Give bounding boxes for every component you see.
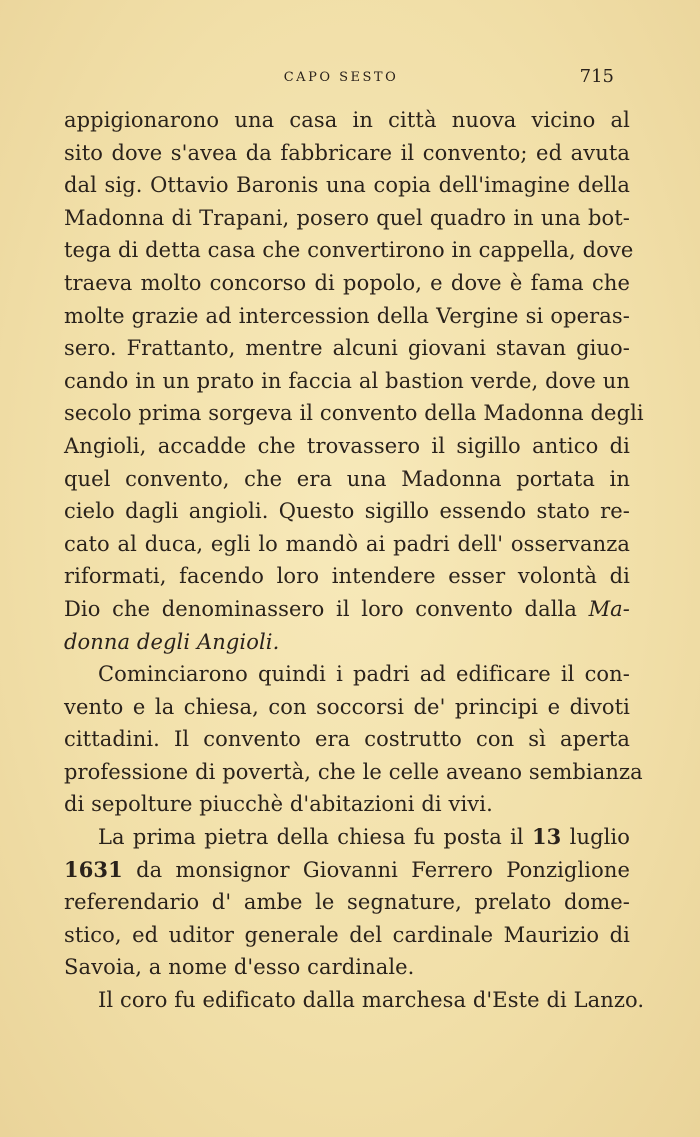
text-line: traeva molto concorso di popolo, e dove è fama che: [64, 270, 630, 295]
text-line: cato al duca, egli lo mandò ai padri dell' osservanza: [64, 531, 630, 556]
text-line-with-italic: [64, 593, 630, 626]
text-line: Madonna di Trapani, posero quel quadro in una bot-: [64, 205, 630, 230]
text-line: quel convento, che era una Madonna portata in: [64, 466, 630, 491]
date-year: 1631: [64, 856, 123, 882]
date-day: 13: [531, 824, 562, 850]
line-plain-part: Dio che denominassero il loro convento dalla: [64, 596, 577, 621]
text-line: stico, ed uditor generale del cardinale Maurizio di: [64, 922, 630, 947]
text-line: Angioli, accadde che trovassero il sigillo antico di: [64, 433, 630, 458]
paragraph-2: [64, 658, 643, 821]
text-line: Savoia, a nome d'esso cardinale.: [64, 955, 415, 980]
page-number: 715: [579, 66, 614, 87]
text-line: cando in un prato in faccia al bastion verde, dove un: [64, 368, 630, 393]
text-line: appigionarono una casa in città nuova vicino al: [64, 108, 630, 132]
text-line: Cominciarono quindi i padri ad edificare il con-: [98, 662, 630, 687]
text-line-with-year: [64, 854, 630, 887]
text-line: Il coro fu edificato dalla marchesa d'Este di Lanzo.: [98, 988, 645, 1013]
line-plain-part: La prima pietra della chiesa fu posta il: [98, 825, 524, 850]
text-line: molte grazie ad intercession della Vergine si operas-: [64, 303, 630, 328]
text-line: cielo dagli angioli. Questo sigillo essendo stato re-: [64, 499, 630, 524]
running-head: CAPO SESTO: [283, 70, 399, 85]
text-line: vento e la chiesa, con soccorsi de' principi e divoti: [64, 694, 630, 719]
page-header: [56, 66, 626, 90]
line-plain-part: da monsignor Giovanni Ferrero Ponziglione: [136, 857, 630, 882]
text-line: cittadini. Il convento era costrutto con sì aperta: [64, 727, 630, 752]
text-line: secolo prima sorgeva il convento della Madonna degli: [64, 401, 644, 426]
text-line: sito dove s'avea da fabbricare il convento; ed avuta: [64, 140, 630, 165]
text-line: riformati, facendo loro intendere esser volontà di: [64, 564, 630, 589]
text-line: tega di detta casa che convertirono in cappella, dove: [64, 238, 634, 263]
page-body: [64, 104, 645, 1017]
line-plain-part: luglio: [569, 825, 630, 850]
italic-title-start: Ma-: [588, 596, 630, 621]
text-line: referendario d' ambe le segnature, prelato dome-: [64, 890, 630, 915]
text-line: dal sig. Ottavio Baronis una copia dell'imagine della: [64, 173, 630, 198]
text-line-with-date: [64, 821, 630, 854]
paragraph-1: [64, 104, 644, 658]
text-line: sero. Frattanto, mentre alcuni giovani stavan giuo-: [64, 336, 630, 361]
paragraph-4: [64, 984, 645, 1017]
text-line: di sepolture piucchè d'abitazioni di vivi.: [64, 792, 493, 817]
text-line: professione di povertà, che le celle aveano sembianza: [64, 759, 643, 784]
italic-title-end: donna degli Angioli.: [64, 629, 280, 654]
paragraph-3: [64, 821, 630, 984]
